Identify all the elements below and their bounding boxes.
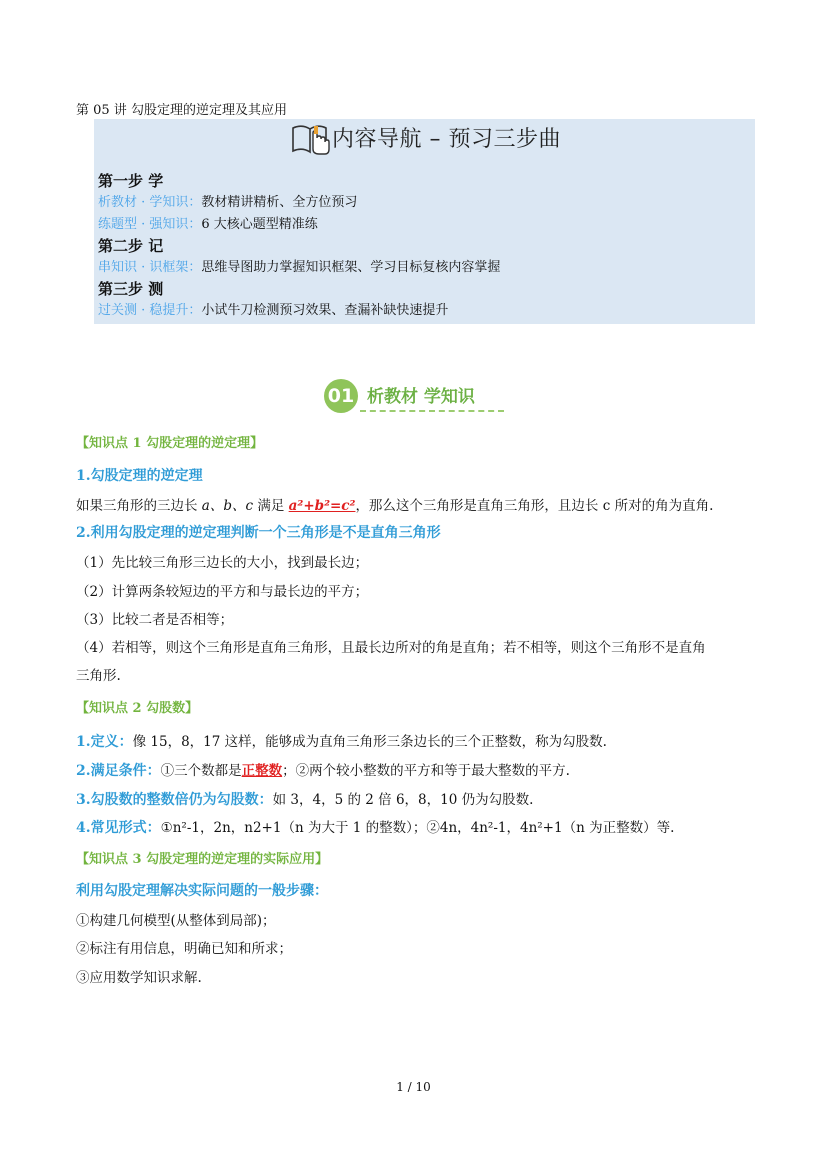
- kp1-formula: a²+b²=c²: [288, 498, 356, 514]
- kp2-conditions: [76, 759, 570, 780]
- knowledge-point-1-label: 【知识点 1 勾股定理的逆定理】: [76, 436, 264, 451]
- step1-heading: 第一步 学: [98, 172, 164, 190]
- step3-heading: 第三步 测: [98, 280, 164, 298]
- lecture-title: 第 05 讲 勾股定理的逆定理及其应用: [76, 103, 287, 118]
- kp1-step-4-line-1: （4）若相等，则这个三角形是直角三角形，且最长边所对的角是直角；若不相等，则这个三角形不是直角: [76, 640, 706, 656]
- step1-item1: [98, 193, 357, 213]
- kp2-d3-key: 3.勾股数的整数倍仍为勾股数：: [76, 792, 273, 808]
- kp1-p1-text-a: 如果三角形的三边长: [76, 498, 202, 514]
- step1-item2-key: 练题型 · 强知识：: [98, 217, 202, 232]
- step3-item1: [98, 301, 448, 321]
- step2-item1: [98, 258, 500, 278]
- kp2-d3-value: 如 3，4，5 的 2 倍 6，8，10 仍为勾股数.: [272, 792, 534, 808]
- kp1-step-4-line-2: 三角形.: [76, 668, 121, 684]
- kp2-d1-value: 像 15，8，17 这样，能够成为直角三角形三条边长的三个正整数，称为勾股数.: [132, 734, 607, 750]
- kp3-step-3: ③应用数学知识求解.: [76, 970, 202, 986]
- page-number: 1 / 10: [396, 1080, 431, 1094]
- kp1-heading-1: 1.勾股定理的逆定理: [76, 468, 203, 484]
- nav-title: 内容导航 – 预习三步曲: [332, 127, 561, 152]
- kp2-d2-text-a: ①三个数都是: [160, 763, 242, 779]
- section-underline: [360, 410, 504, 412]
- step1-item2: [98, 215, 318, 235]
- kp3-step-2: ②标注有用信息，明确已知和所求；: [76, 941, 292, 957]
- section-title: 析教材 学知识: [367, 387, 475, 407]
- kp1-p1-text-b: 满足: [253, 498, 289, 514]
- kp2-d2-emphasis: 正整数: [241, 763, 283, 779]
- kp2-d4-key: 4.常见形式：: [76, 820, 161, 836]
- kp1-step-2: （2）计算两条较短边的平方和与最长边的平方；: [76, 584, 369, 600]
- kp2-d1-key: 1.定义：: [76, 734, 133, 750]
- content-navigation-box: [94, 119, 755, 324]
- kp2-d2-key: 2.满足条件：: [76, 763, 161, 779]
- step2-heading: 第二步 记: [98, 237, 164, 255]
- step1-item2-value: 6 大核心题型精准练: [201, 217, 318, 232]
- kp2-d2-text-b: ；②两个较小整数的平方和等于最大整数的平方.: [282, 763, 570, 779]
- knowledge-point-2-label: 【知识点 2 勾股数】: [76, 701, 199, 716]
- kp2-definition: [76, 730, 607, 751]
- step1-item1-key: 析教材 · 学知识：: [98, 195, 202, 210]
- section-badge: [324, 377, 504, 415]
- kp1-step-3: （3）比较二者是否相等；: [76, 612, 234, 628]
- kp1-step-1: （1）先比较三角形三边长的大小，找到最长边；: [76, 555, 369, 571]
- step2-item1-value: 思维导图助力掌握知识框架、学习目标复核内容掌握: [201, 260, 501, 275]
- step2-item1-key: 串知识 · 识框架：: [98, 260, 202, 275]
- step3-item1-value: 小试牛刀检测预习效果、查漏补缺快速提升: [201, 303, 449, 318]
- kp3-step-1: ①构建几何模型(从整体到局部)；: [76, 913, 276, 929]
- section-number: 01: [324, 379, 358, 413]
- book-hand-icon: [290, 122, 332, 156]
- step3-item1-key: 过关测 · 稳提升：: [98, 303, 202, 318]
- kp2-multiples: [76, 788, 533, 809]
- kp1-paragraph-1: [76, 494, 713, 514]
- kp1-p1-text-c: ，那么这个三角形是直角三角形，且边长 c 所对的角为直角.: [355, 498, 714, 514]
- kp2-common-forms: [76, 816, 674, 837]
- kp3-heading: 利用勾股定理解决实际问题的一般步骤：: [76, 883, 328, 899]
- kp1-p1-vars: a、b、c: [201, 498, 254, 514]
- knowledge-point-3-label: 【知识点 3 勾股定理的逆定理的实际应用】: [76, 852, 329, 867]
- kp2-d4-value: ①n²-1，2n，n2+1（n 为大于 1 的整数）；②4n，4n²-1，4n²+1（n 为正整数）等.: [160, 820, 675, 836]
- nav-header: [94, 121, 755, 155]
- step1-item1-value: 教材精讲精析、全方位预习: [201, 195, 358, 210]
- kp1-heading-2: 2.利用勾股定理的逆定理判断一个三角形是不是直角三角形: [76, 525, 441, 541]
